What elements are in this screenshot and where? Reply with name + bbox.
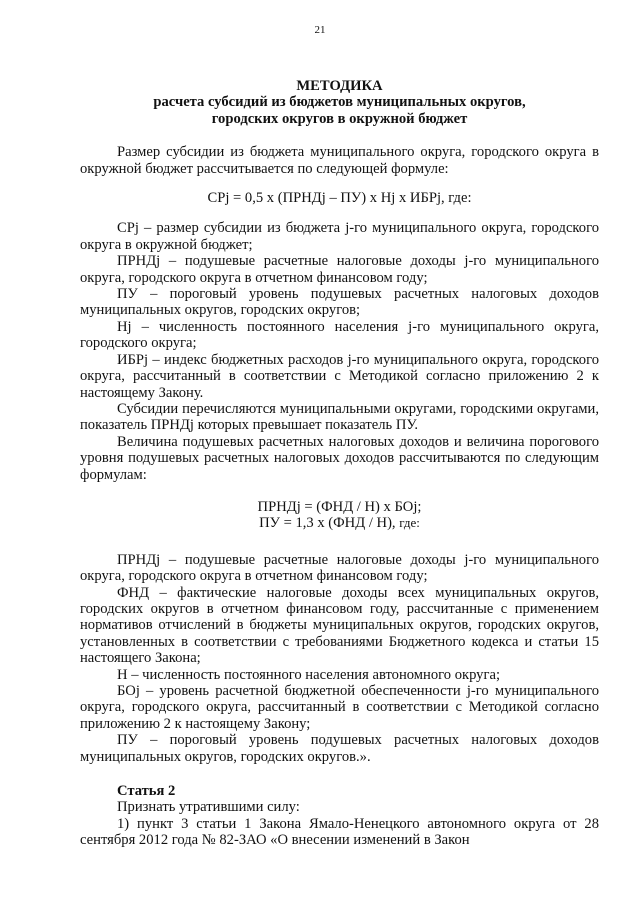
definition2-prndj: ПРНДj – подушевые расчетные налоговые доходы j-го муниципального округа, городского округа в отчетном финансовом году;: [80, 551, 599, 585]
subsidy-transfer-paragraph: Субсидии перечисляются муниципальными округами, городскими округами, показатель ПРНДj которых превышает показатель ПУ.: [80, 400, 599, 434]
definition-pu: ПУ – пороговый уровень подушевых расчетных налоговых доходов муниципальных округов, городских округов;: [80, 286, 599, 319]
definition2-pu: ПУ – пороговый уровень подушевых расчетных налоговых доходов муниципальных округов, городских округов.».: [80, 732, 599, 765]
article-2-lead: Признать утратившими силу:: [117, 799, 300, 816]
definition2-fnd: ФНД – фактические налоговые доходы всех муниципальных округов, городских округов в отчетном финансовом году, рассчитанные с применением нормативов отчислений в бюджеты муниципальных округов, городских округов, установленных в соответствии с требованиями Бюджетного кодекса и статьи 15 настоящего Закона;: [80, 584, 599, 667]
article-2-heading: Статья 2: [117, 783, 176, 800]
page-number: 21: [314, 24, 326, 36]
title-line-3: городских округов в окружной бюджет: [211, 110, 468, 127]
intro-paragraph: Размер субсидии из бюджета муниципального округа, городского округа в окружной бюджет рассчитывается по следующей формуле:: [80, 144, 599, 177]
definition-nj: Нj – численность постоянного населения j-го муниципального округа, городского округа;: [80, 318, 599, 352]
prndj-formula: ПРНДj = (ФНД / Н) х БОj;: [257, 498, 422, 515]
pu-formula: [80, 515, 599, 531]
title-line-2: расчета субсидий из бюджетов муниципальных округов,: [153, 94, 526, 111]
pu-formula-tail: где:: [399, 515, 420, 531]
subsidy-formula: СРj = 0,5 х (ПРНДj – ПУ) х Нj х ИБРj, где:: [207, 190, 472, 207]
article-2-item-1: 1) пункт 3 статьи 1 Закона Ямало-Ненецкого автономного округа от 28 сентября 2012 года № 82-ЗАО «О внесении изменений в Закон: [80, 815, 599, 849]
document-title: [80, 78, 599, 127]
definition2-boj: БОj – уровень расчетной бюджетной обеспеченности j-го муниципального округа, городского округа, рассчитанный в соответствии с Методикой согласно приложению 2 к настоящему Закону;: [80, 683, 599, 732]
definition-prndj: ПРНДj – подушевые расчетные налоговые доходы j-го муниципального округа, городского округа в отчетном финансовом году;: [80, 253, 599, 286]
pu-formula-main: ПУ = 1,3 х (ФНД / Н),: [259, 515, 400, 532]
document-body: [80, 78, 599, 849]
formulas-intro-paragraph: Величина подушевых расчетных налоговых доходов и величина порогового уровня подушевых расчетных налоговых доходов рассчитываются по следующим формулам:: [80, 433, 599, 483]
definition-ibrj: ИБРj – индекс бюджетных расходов j-го муниципального округа, городского округа, рассчитанный в соответствии с Методикой согласно приложению 2 к настоящему Закону.: [80, 351, 599, 401]
definition2-n: Н – численность постоянного населения автономного округа;: [117, 666, 500, 683]
title-line-1: МЕТОДИКА: [296, 78, 383, 94]
definition-srj: СРj – размер субсидии из бюджета j-го муниципального округа, городского округа в окружной бюджет;: [80, 220, 599, 253]
